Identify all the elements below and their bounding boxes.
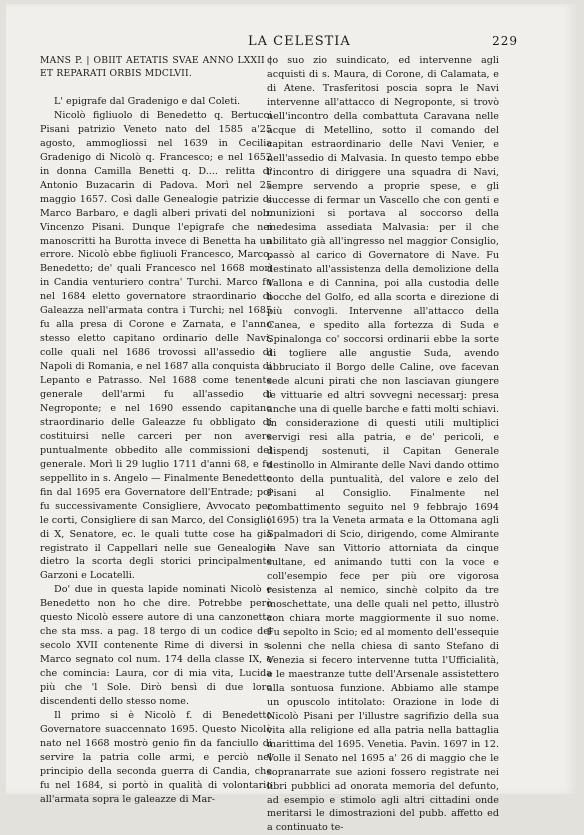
epigraph-source-note: L' epigrafe dal Gradenigo e dal Coleti. <box>54 96 241 107</box>
running-header <box>58 34 518 50</box>
right-column <box>267 54 499 835</box>
left-column <box>40 54 272 807</box>
running-title: LA CELESTIA <box>248 34 351 49</box>
paragraph-nicolo-descendant: Il primo si è Nicolò f. di Benedetto Governatore suaccennato 1695. Questo Nicolò nato nel 1668 mostrò genio fin da fanciullo di servire la patria colle armi, e perciò nel principio della seconda guerra di Candia, che fu nel 1684, si portò in qualità di volontario all'armata sopra le galeazze di Mar- <box>40 709 272 805</box>
epigraph: MANS P. | OBIIT AETATIS SVAE ANNO LXXII | ET REPARATI ORBIS MDCLVII. <box>40 55 272 79</box>
paragraph-nicolo-biography: Nicolò figliuolo di Benedetto q. Bertucci Pisani patrizio Veneto nato del 1585 a'25 agosto, ammogliossi nel 1639 in Cecilia Gradenigo di Nicolò q. Francesco; e nel 1652 in donna Camilla Benetti q. D.... relitta di Antonio Buzacarin di Padova. Morì nel 25 maggio 1657. Così dalle Genealogie patrizie di Marco Barbaro, e dagli alberi privati del nob. Vincenzo Pisani. Dunque l'epigrafe che nei manoscritti ha Burotta invece di Benetta ha un errore. Nicolò ebbe figliuoli Francesco, Marco, Benedetto; de' quali Francesco nel 1668 morì in Candia venturiero contra' Turchi. Marco fu nel 1684 eletto governatore straordinario di Galeazza nell'armata contra i Turchi; nel 1685 fu alla presa di Corone e Zarnata, e l'anno stesso eletto capitano ordinario delle Navi, colle quali nel 1686 trovossi all'assedio di Napoli di Romania, e nel 1687 alla conquista di Lepanto e Patrasso. Nel 1688 come tenente generale dell'armi fu all'assedio di Negroponte; e nel 1690 essendo capitano straordinario delle Galeazze fu obbligato di costituirsi nelle carceri per non avere puntualmente obbedito alle commissioni del generale. Morì li 29 luglio 1711 d'anni 68, e fu seppellito in s. Angelo — Finalmente Benedetto fin dal 1695 era Governatore dell'Entrade; poi fu successivamente Consigliere, Avvocato per le corti, Consigliere di san Marco, del Consiglio di X, Senatore, ec. le quali tutte cose ha già registrato il Cappellari nelle sue Genealogie dietro la scorta degli storici principalmente Garzoni e Locatelli. <box>40 109 272 582</box>
page-number: 229 <box>492 34 518 48</box>
book-page <box>6 4 576 834</box>
paragraph-continuation: co suo zio suindicato, ed intervenne agli acquisti di s. Maura, di Corone, di Calamata, e di Atene. Trasferitosi poscia sopra le Navi intervenne all'attacco di Negroponte, si trovò nell'incontro della combattuta Caravana nelle acque di Metellino, sotto il comando del capitan estraordinario delle Navi Venier, e nell'assedio di Malvasia. In questo tempo ebbe l'incontro di diriggere una squadra di Navi, sempre servendo a proprie spese, e gli successe di fermar un Vascello che con genti e munizioni si portava al soccorso della medesima assediata Malvasia: per il che abilitato già all'ingresso nel maggior Consiglio, passò al carico di Governatore di Nave. Fu destinato all'assistenza della demolizione della Vallona e di Cannina, poi alla custodia delle bocche del Golfo, ed alla scorta e direzione di più convogli. Intervenne all'attacco della Canea, e spedito alla fortezza di Suda e Spinalonga co' soccorsi ordinarii ebbe la sorte di togliere alle angustie Suda, avendo abbruciato il Borgo delle Caline, ove facevan sede alcuni pirati che non lasciavan giungere le vittuarie ed altri sovvegni necessarj: presa anche una di quelle barche e fatti molti schiavi. In considerazione di questi utili multiplici servigi resi alla patria, e de' pericoli, e dispendj sostenuti, il Capitan Generale destinollo in Almirante delle Navi dando ottimo conto della puntualità, del valore e zelo del Pisani al Consiglio. Finalmente nel combattimento seguito nel 9 febbrajo 1694 (1695) tra la Veneta armata e la Ottomana agli Spalmadori di Scio, dirigendo, come Almirante la Nave san Vittorio attorniata da cinque sultane, ed animando tutti con la voce e coll'esempio fece per più ore vigorosa resistenza al nemico, sinchè colpito da tre moschettate, una delle quali nel petto, illustrò con chiara morte maggiormente il suo nome. Fu sepolto in Scio; ed al momento dell'essequie solenni che nella chiesa di santo Stefano di Venezia si fecero intervenne tutta l'Ufficialità, e le maestranze tutte dell'Arsenale assistettero alla sontuosa funzione. Abbiamo alle stampe un opuscolo intitolato: Orazione in lode di Nicolò Pisani per l'illustre sagrifizio della sua vita alla religione ed alla patria nella battaglia marittima del 1695. Venetia. Pavin. 1697 in 12. Volle il Senato nel 1695 a' 26 di maggio che le sopranarrate sue azioni fossero registrate nei libri pubblici ad onorata memoria del defunto, ad esempio e stimolo agli altri cittadini onde meritarsi le dimostrazioni del pubb. affetto ed a continuato te- <box>267 55 499 834</box>
paragraph-nicolo-benedetto: Do' due in questa lapide nominati Nicolò e Benedetto non ho che dire. Potrebbe però questo Nicolò essere autore di una canzonetta che sta mss. a pag. 18 tergo di un codice del secolo XVII contenente Rime di diversi in s. Marco segnato col num. 174 della classe IX, e che comincia: Laura, cor di mia vita, Lucida più che 'l Sole. Dirò bensì di due loro discendenti dello stesso nome. <box>40 584 272 707</box>
